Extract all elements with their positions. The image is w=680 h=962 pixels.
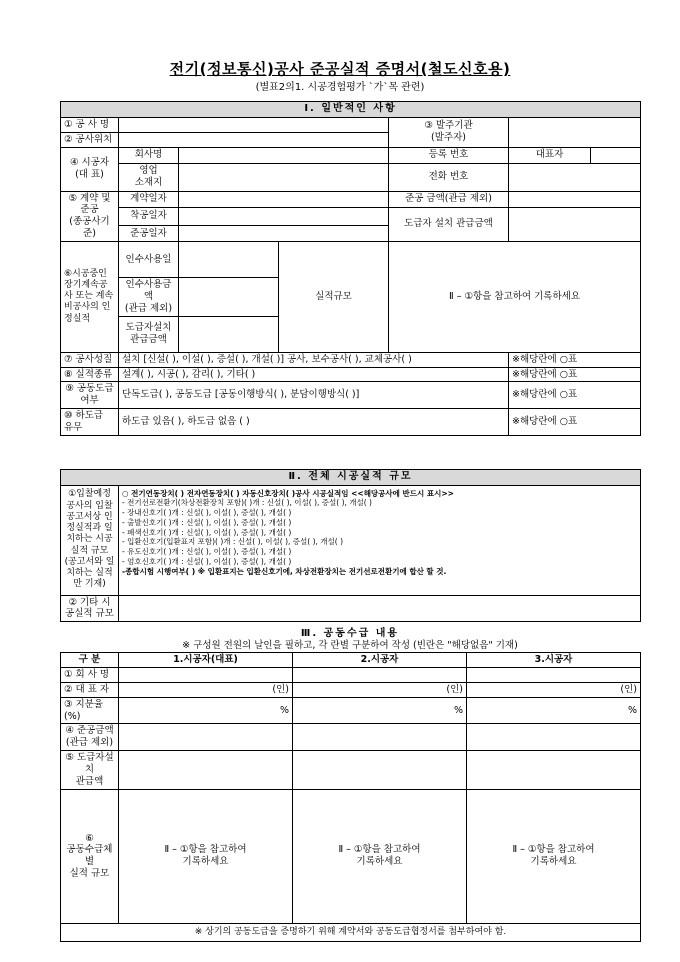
label-performance-type: ⑧ 실적종류 (61, 367, 119, 382)
joint-contract-options: 단독도급( ), 공동도급 [공동이행방식( ), 분담이행방식( )] (119, 382, 509, 409)
perf-line: - 전기선로전환기(차상전환장치 포함)( )개 : 신설( ), 이설( ), 증설( ), 개설( ) (122, 498, 372, 508)
label-construction-nature: ⑦ 공사성질 (61, 352, 119, 367)
label-project-name: ① 공 사 명 (61, 117, 119, 132)
performance-type-options: 설계( ), 시공( ), 감리( ), 기타( ) (119, 367, 509, 382)
section-2-heading: Ⅱ. 전체 시공실적 규모 (61, 470, 641, 486)
label-subcontract-amount: 도급자 설치 관급금액 (389, 207, 509, 242)
perf-line: - 입환신호기(입환표지 포함)( )개 : 신설( ), 이설( ), 증설( ), 개설( ) (122, 537, 344, 547)
document-title: 전기(정보통신)공사 준공실적 증명서(철도신호용) (169, 60, 511, 78)
section-1-table: Ⅰ. 일반적인 사항 ① 공 사 명 ③ 발주기관 (발주자) ② 공사위치 ④ 시공자 (대 표) 회사명 등록 번호 대표자 영업 소재지 전화 번호 ⑤ 계약 및 준공 (종공사기준) 계약일자 준공 금액(관급 제외) 착공일자 도급자 설치 관급금액 준공일자 ⑥시공중인 장기계속공사 또는 계속비공사의 인정실적 인수사용일 실적규모 Ⅱ – ①항을 참고하여 기록하세요 인수사용금액 (관급 제외) 도급자설치 관급금액 ⑦ 공사성질 설치 [신설( ), 이설( ), 증설( ), 개설( )] 공사, 보수공사( ), 교체공사( ) ※해당란에 ○표 ⑧ 실적종류 설계( ), 시공( ), 감리( ), 기타( ) ※해당란에 ○표 ⑨ 공동도급 여부 단독도급( ), 공동도급 [공동이행방식( ), 분담이행방식( )] ※해당란에 ○표 ⑩ 하도급 유무 하도급 있음( ), 하도급 없음 ( ) ※해당란에 ○표 (60, 101, 641, 436)
note-refer-section-2: Ⅱ – ①항을 참고하여 기록하세요 (389, 242, 641, 353)
perf-line: -종합시험 시행여부( ) ※ 입환표지는 입환신호기에, 차상전환장치는 전기선로전환기에 합산 할 것. (122, 566, 447, 576)
perf-line: - 폐색신호기( )개 : 신설( ), 이설( ), 증설( ), 개설( ) (122, 527, 292, 537)
label-finish-date: 준공일자 (119, 226, 179, 242)
section-3-table: 구 분 1.시공자(대표) 2.시공자 3.시공자 ① 회 사 명 ② 대 표 자 (인) (인) (인) ③ 지분율(%) % % % ④ 준공금액 (관급 제외) ⑤ 도급자설치 관급액 ⑥ 공동수급체별 실적 규모 Ⅱ – ①항을 참고하여 기록하세요 Ⅱ – ①항을 참고하여 기록하세요 Ⅱ – ①항을 참고하여 기록하세요 ※ 상기의 공동도급을 증명하기 위해 계약서와 공동도급협정서를 첨부하여야 함. (60, 652, 641, 942)
perf-line: - 장내신호기( )개 : 신설( ), 이설( ), 증설( ), 개설( ) (122, 508, 292, 517)
section-3-note: ※ 구성원 전원의 날인을 필하고, 각 란별 구분하여 작성 (빈란은 "해당없음" 기재) (182, 640, 518, 651)
label-company-name: 회사명 (119, 147, 179, 163)
label-completion-amount: 준공 금액(관급 제외) (389, 191, 509, 207)
section-2-table: Ⅱ. 전체 시공실적 규모 ①입찰예정공사의 입찰공고서상 인정실적과 일치하는 시공실적 규모 (공고서와 일치하는 실적만 기재) ○ 전기연동장치( ) 전자연동장치( ) 자동신호장치( )공사 시공실적임 <<해당공사에 반드시 표시>> - 전기선로전환기(차상전환장치 포함)( )개 : 신설( ), 이설( ), 증설( ), 개설( ) - 장내신호기( )개 : 신설( ), 이설( ), 증설( ), 개설( ) - 출발신호기( )개 : 신설( ), 이설( ), 증설( ), 개설( ) - 폐색신호기( )개 : 신설( ), 이설( ), 증설( ), 개설( ) - 입환신호기(입환표지 포함)( )개 : 신설( ), 이설( ), 증설( ), 개설( ) - 유도신호기( )개 : 신설( ), 이설( ), 증설( ), 개설( ) - 엄호신호기( )개 : 신설( ), 이설( ), 증설( ), 개설( ) -종합시험 시행여부( ) ※ 입환표지는 입환신호기에, 차상전환장치는 전기선로전환기에 합산 할 것. ② 기타 시공실적 규모 (60, 469, 641, 622)
label-registration-number: 등록 번호 (389, 147, 509, 163)
document-subtitle: (별표2의1. 시공경험평가 `가`목 관련) (255, 82, 425, 93)
perf-line: ○ 전기연동장치( ) 전자연동장치( ) 자동신호장치( )공사 시공실적임 <<해당공사에 반드시 표시>> (122, 488, 454, 498)
perf-line: - 출발신호기( )개 : 신설( ), 이설( ), 증설( ), 개설( ) (122, 517, 292, 527)
perf-line: - 유도신호기( )개 : 신설( ), 이설( ), 증설( ), 개설( ) (122, 547, 292, 556)
label-performance-scale: 실적규모 (279, 242, 389, 353)
label-start-date: 착공일자 (119, 207, 179, 226)
label-ongoing-project: ⑥시공중인 장기계속공사 또는 계속비공사의 인정실적 (61, 242, 119, 353)
section-3-footer: ※ 상기의 공동도급을 증명하기 위해 계약서와 공동도급협정서를 첨부하여야 함. (61, 923, 641, 941)
label-phone: 전화 번호 (389, 163, 509, 191)
subcontract-options: 하도급 있음( ), 하도급 없음 ( ) (119, 409, 509, 436)
perf-line: - 엄호신호기( )개 : 신설( ), 이설( ), 증설( ), 개설( ) (122, 556, 292, 566)
label-contract-date: 계약일자 (119, 191, 179, 207)
label-takeover-date: 인수사용일 (119, 242, 179, 278)
label-ceo: 대표자 (509, 147, 591, 163)
section-3-heading: Ⅲ. 공동수급 내용 (300, 628, 400, 639)
label-ordering-agency: ③ 발주기관 (424, 120, 473, 132)
label-subcontract: ⑩ 하도급 유무 (61, 409, 119, 436)
section-1-heading: Ⅰ. 일반적인 사항 (61, 102, 641, 118)
label-project-location: ② 공사위치 (61, 132, 119, 147)
label-other-performance: ② 기타 시공실적 규모 (61, 595, 119, 622)
construction-nature-options: 설치 [신설( ), 이설( ), 증설( ), 개설( )] 공사, 보수공사( ), 교체공사( ) (119, 352, 509, 367)
